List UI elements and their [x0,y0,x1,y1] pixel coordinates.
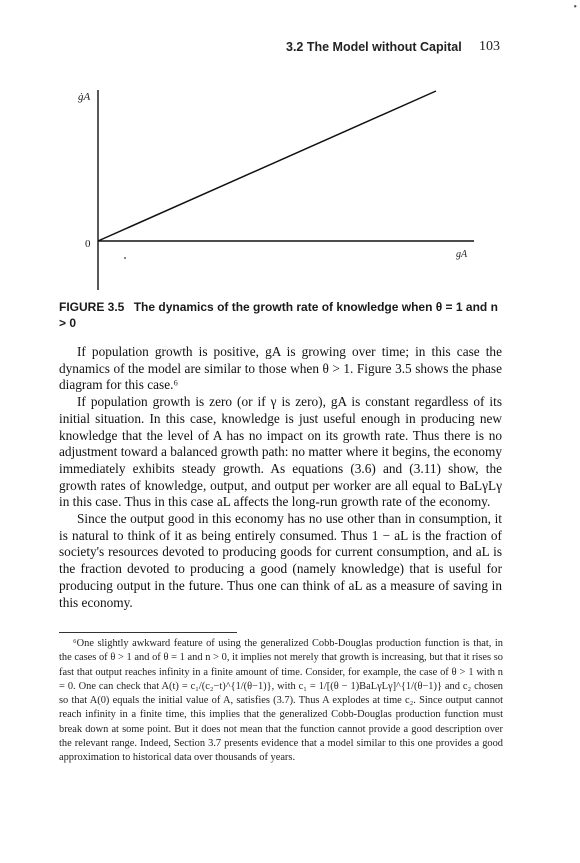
stray-dot [124,257,126,259]
body-text [59,344,502,611]
paragraph: If population growth is zero (or if γ is zero), gA is constant regardless of its initial situation. In this case, knowledge is just useful enough in producing new knowledge that the level of A has no impact on its growth rate. Thus there is no adjustment toward a balanced growth path: no matter where it begins, the economy immediately exhibits steady growth. As equations (3.6) and (3.11) show, the growth rates of knowledge, output, and output per worker are all equal to BaLγLγ in this case. Thus in this case aL affects the long-run growth rate of the economy. [59,394,502,510]
paragraph: Since the output good in this economy has no use other than in consumption, it is natural to think of it as being entirely consumed. Thus 1 − aL is the fraction of society's resources devoted to producing goods for current consumption, and aL is the fraction devoted to producing a good (namely knowledge) that is useful for producing output in the future. Thus one can think of aL as a measure of saving in this economy. [59,511,502,610]
x-axis-label: gA [456,249,468,260]
page-corner-mark: • [573,2,577,13]
footnote-text: ⁶One slightly awkward feature of using the generalized Cobb-Douglas production function is that, in the cases of θ > 1 and of θ = 1 and n > 0, it implies not merely that growth is increasing, but that it rises so fast that output reaches infinity in a finite amount of time. Consider, for example, the case of θ > 1 with n = 0. One can check that A(t) = c₁/(c₂−t)^{1/(θ−1)}, with c₁ = 1/[(θ − 1)BaLγLγ]^{1/(θ−1)} and c₂ chosen so that A(0) equals the initial value of A, satisfies (3.7). Thus A explodes at time c₂. Since output cannot reach infinity in a finite time, this implies that the generalized Cobb-Douglas production function must break down at some point. But it does not mean that the function cannot provide a good description over the relevant range. Indeed, Section 3.7 presents evidence that a model similar to this one provides a good approximation to historical data over thousands of years. [59,638,503,764]
growth-rate-line [98,91,436,241]
phase-diagram [60,84,480,294]
running-header [286,40,500,54]
page-number: 103 [479,39,500,54]
figure-caption-text: The dynamics of the growth rate of knowledge when θ = 1 and n > 0 [59,300,498,330]
figure-caption [59,299,503,331]
figure-number: FIGURE 3.5 [59,300,125,314]
y-axis-label: ġA [78,91,91,103]
footnote [59,637,503,766]
paragraph: If population growth is positive, gA is growing over time; in this case the dynamics of the model are similar to those when θ > 1. Figure 3.5 shows the phase diagram for this case.⁶ [59,344,502,393]
footnote-rule [59,632,237,633]
section-title: 3.2 The Model without Capital [286,40,462,54]
origin-label: 0 [85,238,91,250]
